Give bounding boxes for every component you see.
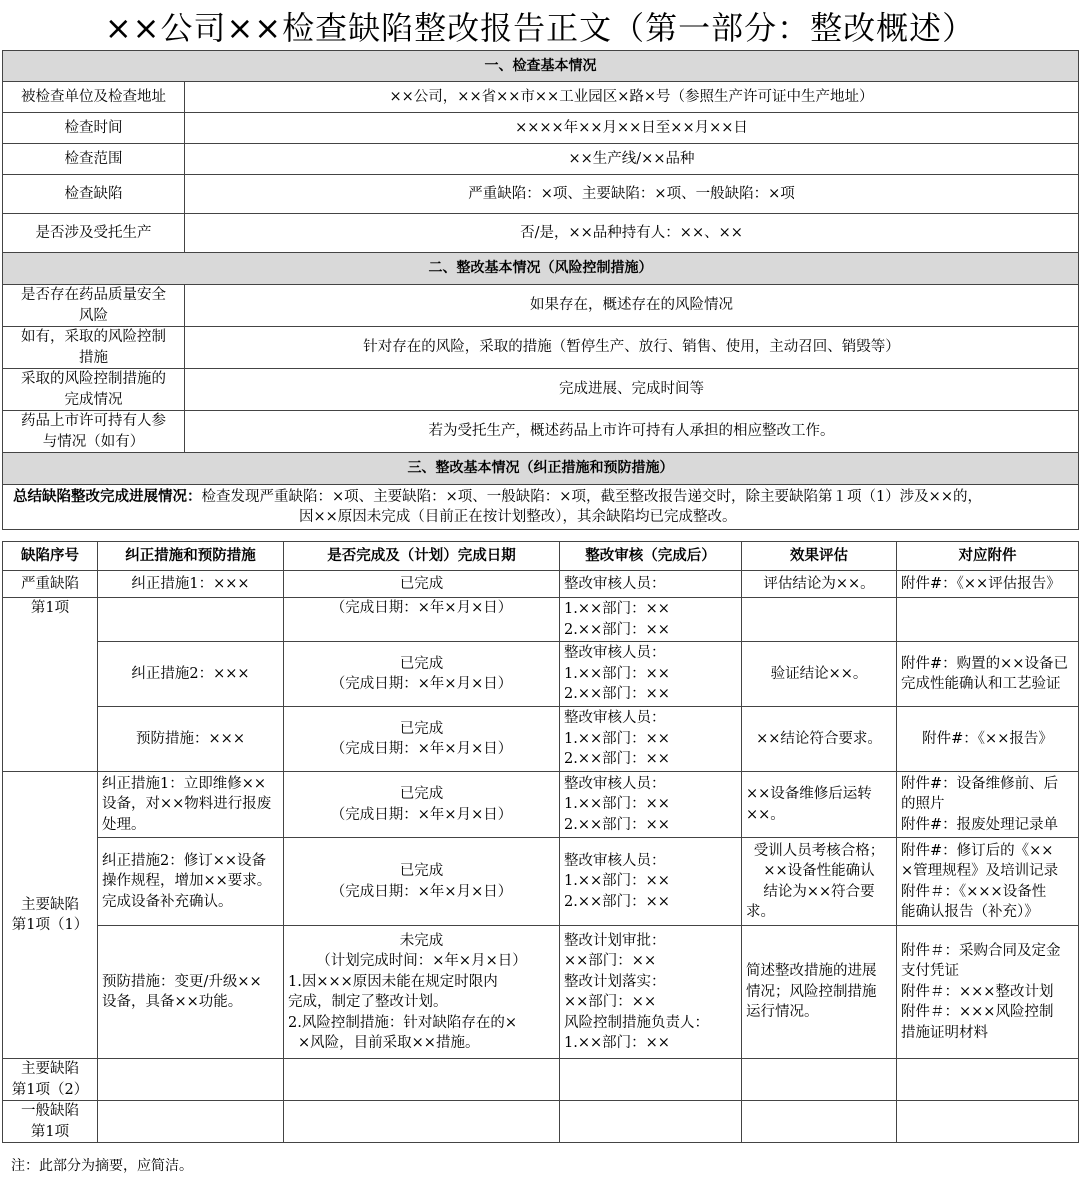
- section-heading-risk-control: 二、整改基本情况（风险控制措施）: [3, 253, 1079, 285]
- major1-r3-review: 整改计划审批： ××部门：×× 整改计划落实： ××部门：×× 风险控制措施负责人： 1.××部门：××: [560, 926, 742, 1059]
- section-heading-basic-info: 一、检查基本情况: [3, 51, 1079, 82]
- capa-summary: [3, 485, 1079, 530]
- severe-r4-measure: 预防措施：×××: [98, 707, 284, 772]
- section-heading-capa: 三、整改基本情况（纠正措施和预防措施）: [3, 453, 1079, 485]
- severe-r1-review: 整改审核人员：: [560, 571, 742, 598]
- severe-r1-attach: 附件#：《××评估报告》: [897, 571, 1079, 598]
- row-label-inspection-scope: 检查范围: [3, 144, 185, 175]
- col-header-measures: 纠正措施和预防措施: [98, 542, 284, 571]
- major2-measure: [98, 1059, 284, 1101]
- row-label-quality-risk: 是否存在药品质量安全 风险: [3, 285, 185, 327]
- severe-r2-review: 1.××部门：×× 2.××部门：××: [560, 598, 742, 642]
- major1-r2-attach: 附件#：修订后的《×× ×管理规程》及培训记录 附件＃：《×××设备性 能确认报告（补充）》: [897, 838, 1079, 926]
- row-label-entrusted-production: 是否涉及受托生产: [3, 214, 185, 253]
- defect-general-1: 一般缺陷 第1项: [3, 1101, 98, 1143]
- row-label-risk-measures: 如有，采取的风险控制 措施: [3, 327, 185, 369]
- row-value-measure-completion: 完成进展、完成时间等: [185, 369, 1079, 411]
- major2-attach: [897, 1059, 1079, 1101]
- severe-r2-date: （完成日期：×年×月×日）: [284, 598, 560, 642]
- severe-r3-attach: 附件#：购置的××设备已 完成性能确认和工艺验证: [897, 642, 1079, 707]
- severe-r1-status: 已完成: [284, 571, 560, 598]
- inspection-summary-table: [2, 50, 1079, 530]
- severe-r1-eval: 评估结论为××。: [742, 571, 897, 598]
- major1-r2-measure: 纠正措施2：修订××设备 操作规程，增加××要求。 完成设备补充确认。: [98, 838, 284, 926]
- major1-r3-measure: 预防措施：变更/升级×× 设备，具备××功能。: [98, 926, 284, 1059]
- severe-r4-status: 已完成 （完成日期：×年×月×日）: [284, 707, 560, 772]
- major1-r3-status: 未完成 （计划完成时间：×年×月×日） 1.因×××原因未能在规定时限内 完成，制定了整改计划。 2.风险控制措施：针对缺陷存在的× ×风险，目前采取××措施。: [284, 926, 560, 1059]
- severe-r4-review: 整改审核人员： 1.××部门：×× 2.××部门：××: [560, 707, 742, 772]
- capa-summary-text-line2: 因××原因未完成（目前正在按计划整改），其余缺陷均已完成整改。: [299, 509, 737, 525]
- capa-detail-table: [2, 541, 1079, 1143]
- row-label-inspected-unit: 被检查单位及检查地址: [3, 82, 185, 113]
- severe-r2-attach: [897, 598, 1079, 642]
- major1-r1-eval: ××设备维修后运转 ××。: [742, 772, 897, 838]
- severe-r2-eval: [742, 598, 897, 642]
- severe-r3-status: 已完成 （完成日期：×年×月×日）: [284, 642, 560, 707]
- row-label-mah-participation: 药品上市许可持有人参 与情况（如有）: [3, 411, 185, 453]
- severe-r3-eval: 验证结论××。: [742, 642, 897, 707]
- row-value-mah-participation: 若为受托生产，概述药品上市许可持有人承担的相应整改工作。: [185, 411, 1079, 453]
- severe-r3-review: 整改审核人员： 1.××部门：×× 2.××部门：××: [560, 642, 742, 707]
- row-value-inspection-scope: ××生产线/××品种: [185, 144, 1079, 175]
- severe-r1-measure: 纠正措施1：×××: [98, 571, 284, 598]
- row-value-defects: 严重缺陷：×项、主要缺陷：×项、一般缺陷：×项: [185, 175, 1079, 214]
- col-header-evaluation: 效果评估: [742, 542, 897, 571]
- row-label-inspection-time: 检查时间: [3, 113, 185, 144]
- page-title: ××公司××检查缺陷整改报告正文（第一部分：整改概述）: [104, 9, 976, 47]
- capa-summary-label: 总结缺陷整改完成进展情况：: [13, 488, 202, 505]
- major1-r2-eval: 受训人员考核合格； ××设备性能确认 结论为××符合要 求。: [742, 838, 897, 926]
- defect-severe-label: 严重缺陷: [3, 571, 98, 598]
- row-value-quality-risk: 如果存在，概述存在的风险情况: [185, 285, 1079, 327]
- major2-eval: [742, 1059, 897, 1101]
- footnote: 注：此部分为摘要，应简洁。: [11, 1158, 193, 1174]
- general-eval: [742, 1101, 897, 1143]
- major1-r1-attach: 附件#：设备维修前、后 的照片 附件#：报废处理记录单: [897, 772, 1079, 838]
- general-review: [560, 1101, 742, 1143]
- severe-r4-attach: 附件#：《××报告》: [897, 707, 1079, 772]
- col-header-defect-no: 缺陷序号: [3, 542, 98, 571]
- row-value-risk-measures: 针对存在的风险，采取的措施（暂停生产、放行、销售、使用，主动召回、销毁等）: [185, 327, 1079, 369]
- col-header-completion: 是否完成及（计划）完成日期: [284, 542, 560, 571]
- col-header-attachments: 对应附件: [897, 542, 1079, 571]
- severe-r2-measure: [98, 598, 284, 642]
- general-measure: [98, 1101, 284, 1143]
- row-label-measure-completion: 采取的风险控制措施的 完成情况: [3, 369, 185, 411]
- major1-r3-attach: 附件＃：采购合同及定金 支付凭证 附件＃：×××整改计划 附件＃：×××风险控制 措施证明材料: [897, 926, 1079, 1059]
- row-value-entrusted-production: 否/是，××品种持有人：××、××: [185, 214, 1079, 253]
- major2-review: [560, 1059, 742, 1101]
- row-label-defects: 检查缺陷: [3, 175, 185, 214]
- defect-severe-item: 第1项: [3, 598, 98, 772]
- severe-r4-eval: ××结论符合要求。: [742, 707, 897, 772]
- major1-r3-eval: 简述整改措施的进展 情况；风险控制措施 运行情况。: [742, 926, 897, 1059]
- defect-major-1-1: 主要缺陷 第1项（1）: [3, 772, 98, 1059]
- general-attach: [897, 1101, 1079, 1143]
- row-value-inspection-time: ××××年××月××日至××月××日: [185, 113, 1079, 144]
- major1-r1-measure: 纠正措施1：立即维修×× 设备，对××物料进行报废 处理。: [98, 772, 284, 838]
- capa-summary-text-line1: 检查发现严重缺陷：×项、主要缺陷：×项、一般缺陷：×项，截至整改报告递交时，除主要缺陷第１项（1）涉及××的，: [201, 488, 982, 505]
- col-header-review: 整改审核（完成后）: [560, 542, 742, 571]
- major1-r1-status: 已完成 （完成日期：×年×月×日）: [284, 772, 560, 838]
- row-value-inspected-unit: ××公司，××省××市××工业园区×路×号（参照生产许可证中生产地址）: [185, 82, 1079, 113]
- defect-major-1-2: 主要缺陷 第1项（2）: [3, 1059, 98, 1101]
- major1-r2-review: 整改审核人员： 1.××部门：×× 2.××部门：××: [560, 838, 742, 926]
- major1-r1-review: 整改审核人员： 1.××部门：×× 2.××部门：××: [560, 772, 742, 838]
- general-status: [284, 1101, 560, 1143]
- severe-r3-measure: 纠正措施2：×××: [98, 642, 284, 707]
- major2-status: [284, 1059, 560, 1101]
- major1-r2-status: 已完成 （完成日期：×年×月×日）: [284, 838, 560, 926]
